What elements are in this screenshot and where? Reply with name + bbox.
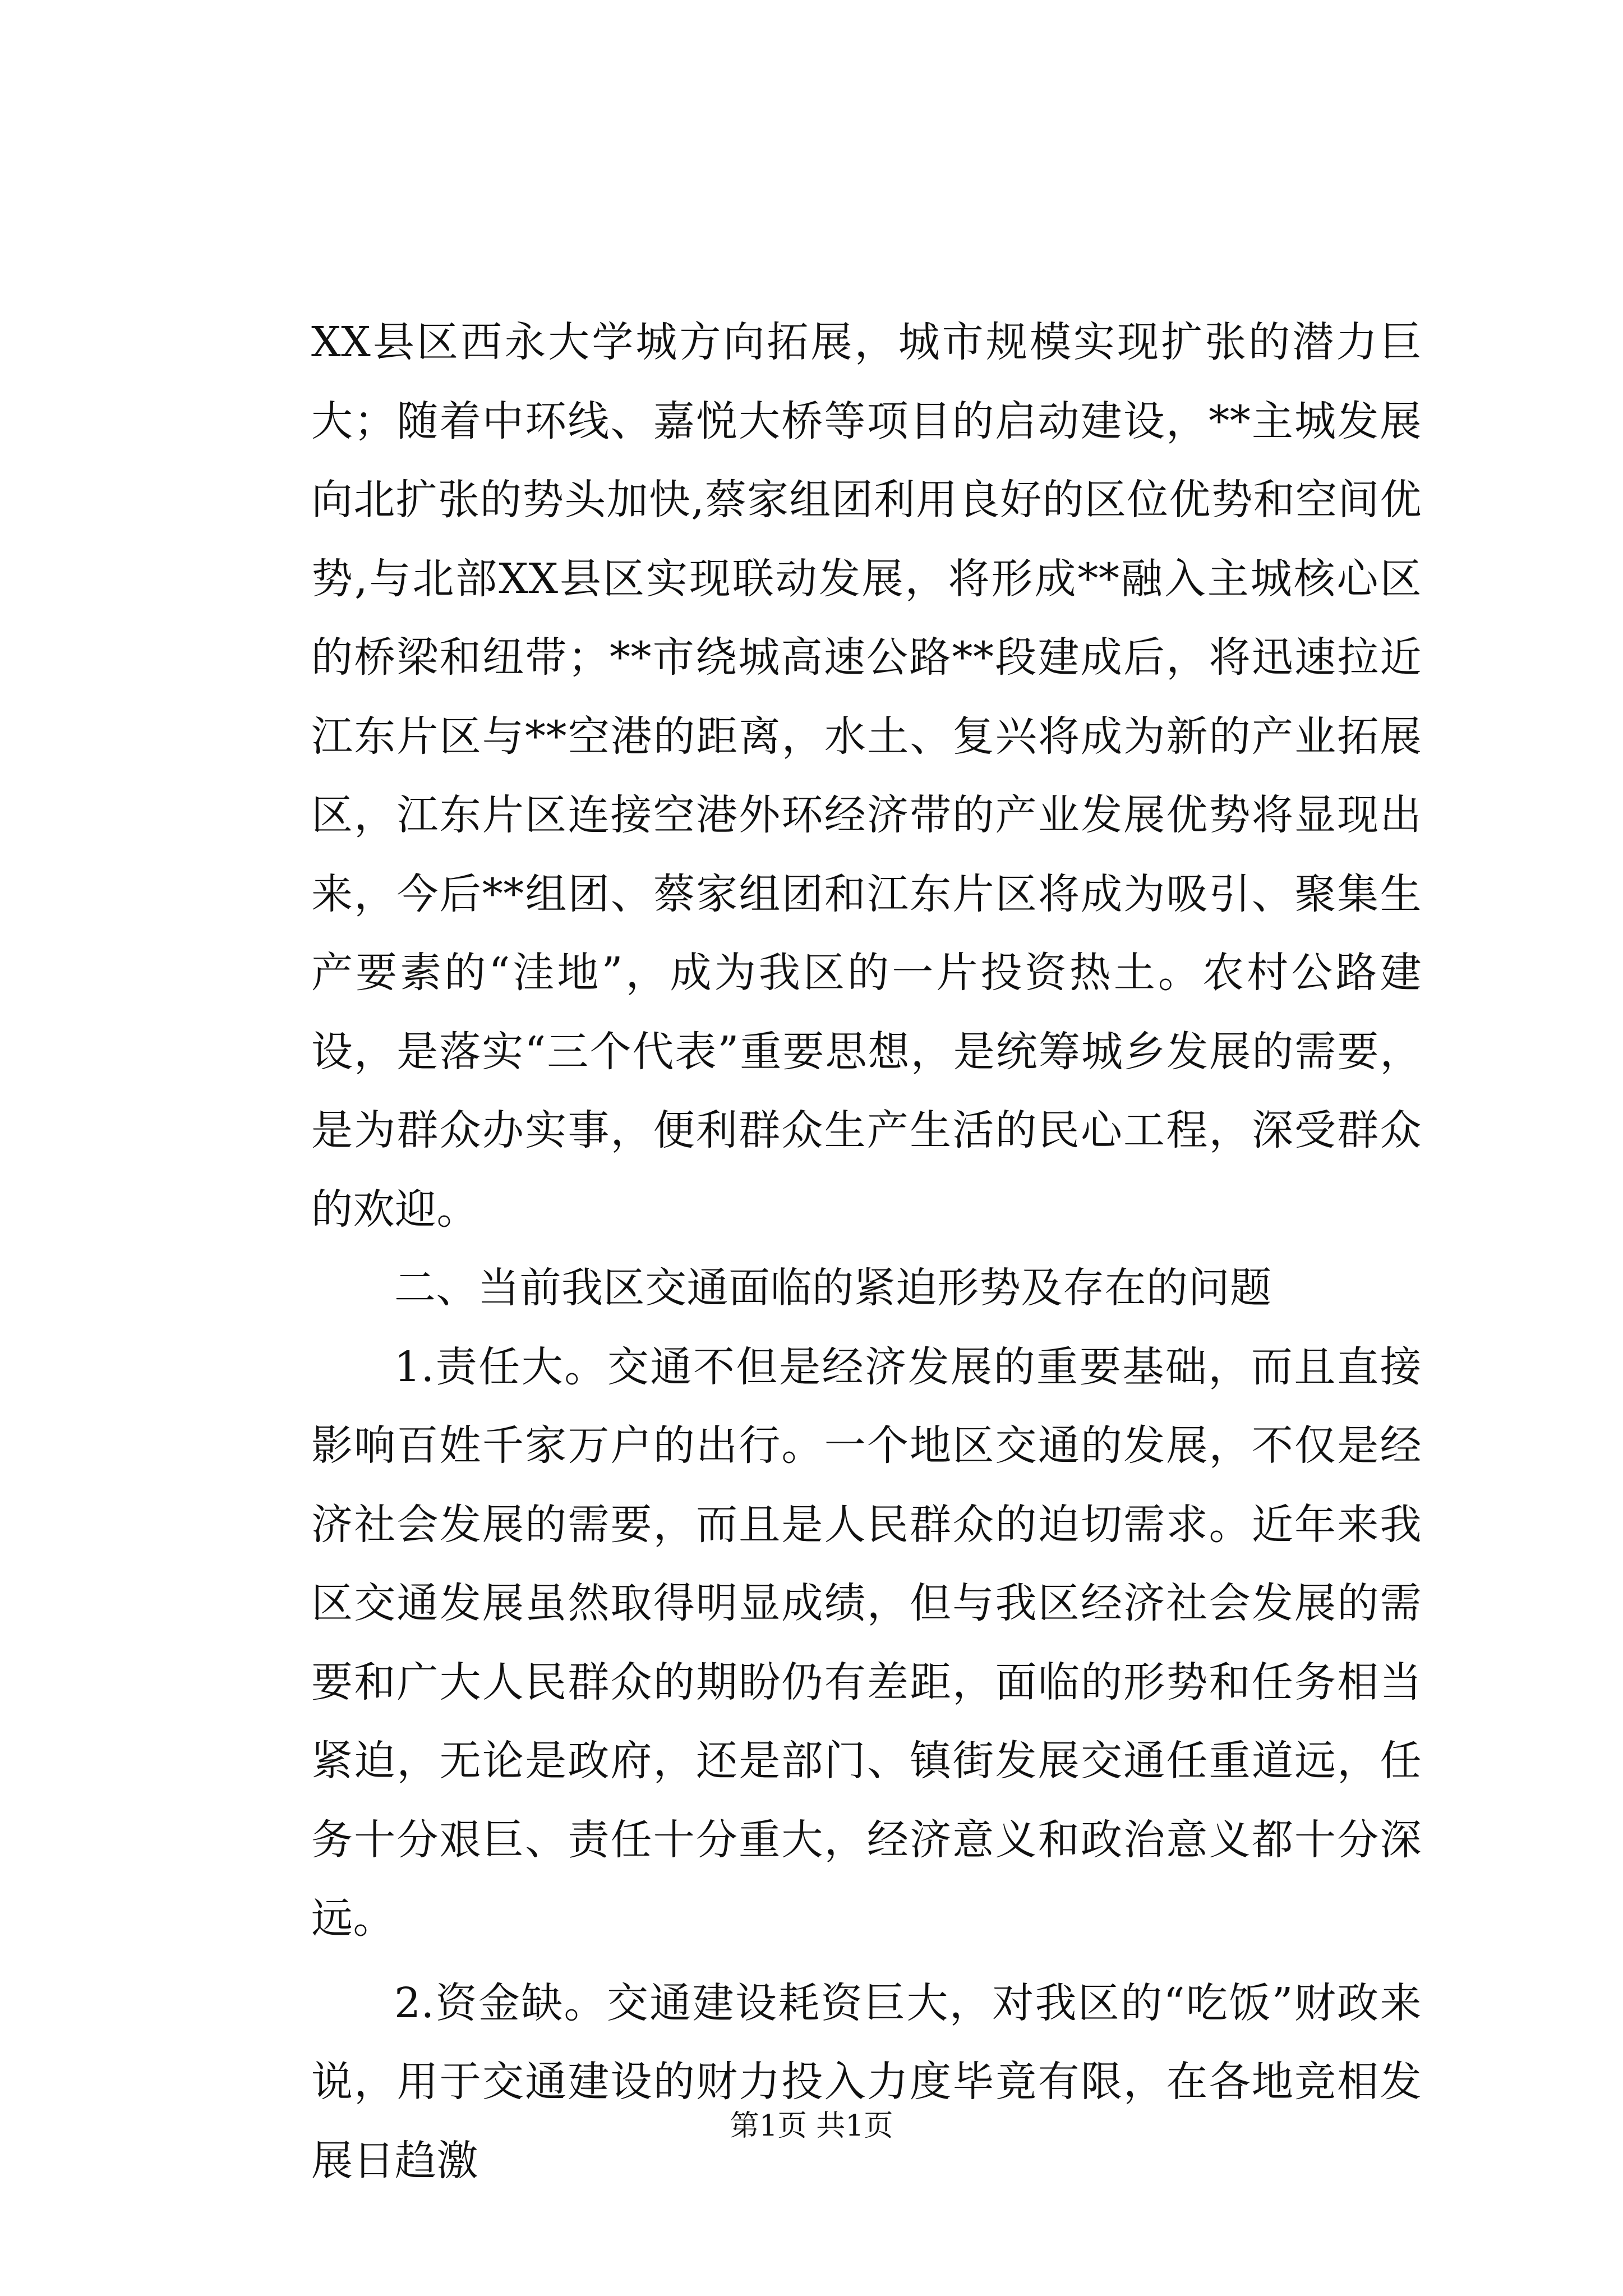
document-body (311, 303, 1422, 2200)
paragraph-continuation: XX县区西永大学城方向拓展，城市规模实现扩张的潜力巨大；随着中环线、嘉悦大桥等项目的启动建设，**主城发展向北扩张的势头加快,蔡家组团利用良好的区位优势和空间优势,与北部XX县区实现联动发展，将形成**融入主城核心区的桥梁和纽带；**市绕城高速公路**段建成后，将迅速拉近江东片区与**空港的距离，水土、复兴将成为新的产业拓展区，江东片区连接空港外环经济带的产业发展优势将显现出来，今后**组团、蔡家组团和江东片区将成为吸引、聚集生产要素的“洼地”，成为我区的一片投资热土。农村公路建设，是落实“三个代表”重要思想，是统筹城乡发展的需要，是为群众办实事，便利群众生产生活的民心工程，深受群众的欢迎。 (311, 318, 1422, 1234)
paragraph-responsibility: 1.责任大。交通不但是经济发展的重要基础，而且直接影响百姓千家万户的出行。一个地区交通的发展，不仅是经济社会发展的需要，而且是人民群众的迫切需求。近年来我区交通发展虽然取得明显成绩，但与我区经济社会发展的需要和广大人民群众的期盼仍有差距，面临的形势和任务相当紧迫，无论是政府，还是部门、镇街发展交通任重道远，任务十分艰巨、责任十分重大，经济意义和政治意义都十分深远。 (311, 1342, 1422, 1943)
paragraph-funding: 2.资金缺。交通建设耗资巨大，对我区的“吃饭”财政来说，用于交通建设的财力投入力度毕竟有限，在各地竞相发展日趋激 (311, 1978, 1422, 2185)
page-footer: 第1页 共1页 (730, 2109, 893, 2143)
section-heading: 二、当前我区交通面临的紧迫形势及存在的问题 (394, 1264, 1272, 1312)
